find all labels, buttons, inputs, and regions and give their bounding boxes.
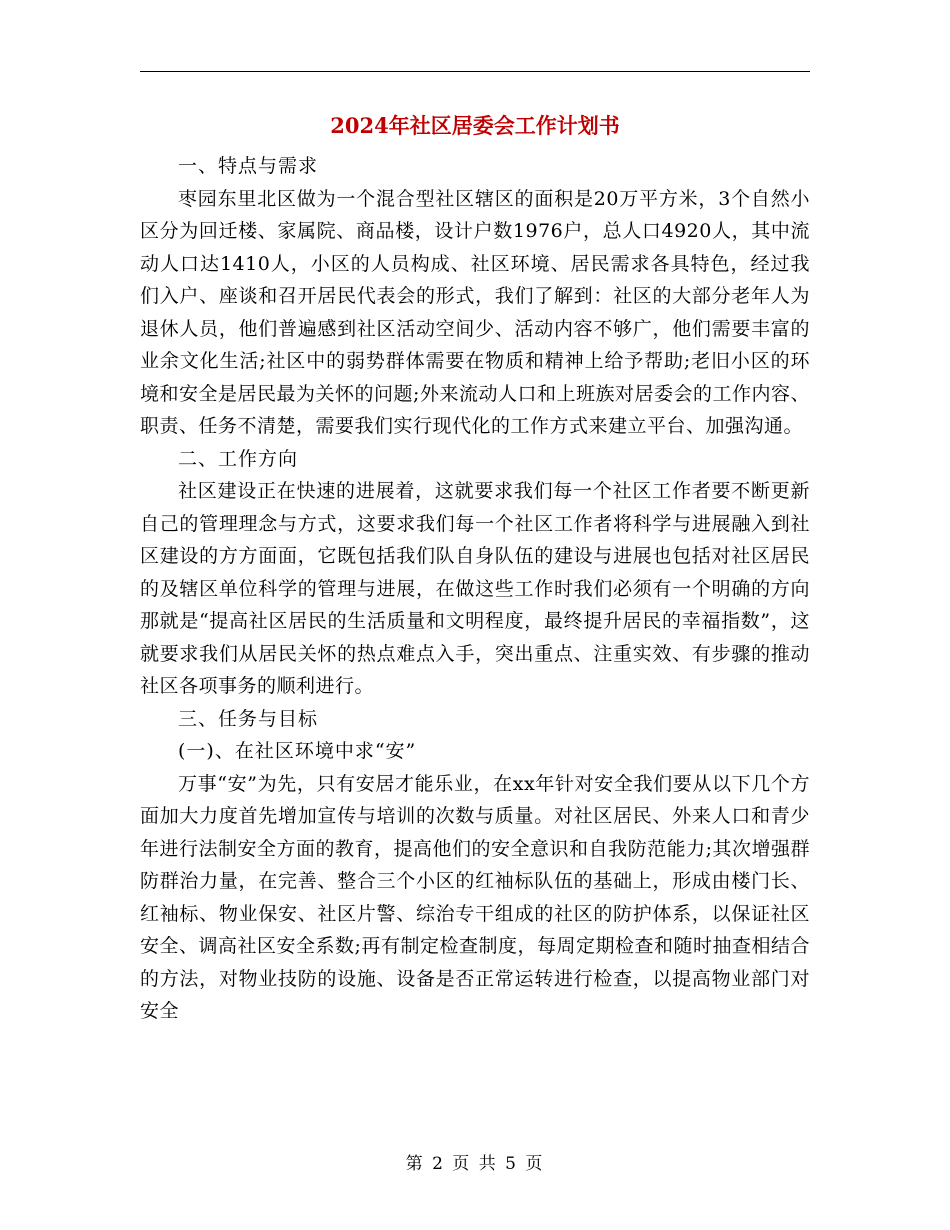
paragraph-safety: 万事“安”为先，只有安居才能乐业，在xx年针对安全我们要从以下几个方面加大力度首先增加宣传与培训的次数与质量。对社区居民、外来人口和青少年进行法制安全方面的教育，提高他们的安全意识和自我防范能力;其次增强群防群治力量，在完善、整合三个小区的红袖标队伍的基础上，形成由楼门长、红袖标、物业保安、社区片警、综治专干组成的社区的防护体系，以保证社区安全、调高社区安全系数;再有制定检查制度，每周定期检查和随时抽查相结合的方法，对物业技防的设施、设备是否正常运转进行检查，以提高物业部门对安全 xyxy=(140,772,810,1022)
section-heading-features: 一、特点与需求 xyxy=(178,155,319,177)
document-body xyxy=(140,150,810,1028)
paragraph-direction: 社区建设正在快速的进展着，这就要求我们每一个社区工作者要不断更新自己的管理理念与方式，这要求我们每一个社区工作者将科学与进展融入到社区建设的方方面面，它既包括我们队自身队伍的建设与进展也包括对社区居民的及辖区单位科学的管理与进展，在做这些工作时我们必须有一个明确的方向那就是“提高社区居民的生活质量和文明程度，最终提升居民的幸福指数”，这就要求我们从居民关怀的热点难点入手，突出重点、注重实效、有步骤的推动社区各项事务的顺利进行。 xyxy=(140,480,810,697)
subsection-heading-safety: (一)、在社区环境中求“安” xyxy=(178,740,417,762)
section-heading-direction: 二、工作方向 xyxy=(178,447,299,470)
header-rule xyxy=(140,71,810,72)
document-title: 2024年社区居委会工作计划书 xyxy=(330,113,620,138)
section-heading-tasks: 三、任务与目标 xyxy=(178,707,319,730)
page-number-footer: 第 2 页 共 5 页 xyxy=(405,1154,545,1174)
paragraph-features: 枣园东里北区做为一个混合型社区辖区的面积是20万平方米，3个自然小区分为回迁楼、家属院、商品楼，设计户数1976户，总人口4920人，其中流动人口达1410人，小区的人员构成、社区环境、居民需求各具特色，经过我们入户、座谈和召开居民代表会的形式，我们了解到：社区的大部分老年人为退休人员，他们普遍感到社区活动空间少、活动内容不够广，他们需要丰富的业余文化生活;社区中的弱势群体需要在物质和精神上给予帮助;老旧小区的环境和安全是居民最为关怀的问题;外来流动人口和上班族对居委会的工作内容、职责、任务不清楚，需要我们实行现代化的工作方式来建立平台、加强沟通。 xyxy=(140,187,810,437)
